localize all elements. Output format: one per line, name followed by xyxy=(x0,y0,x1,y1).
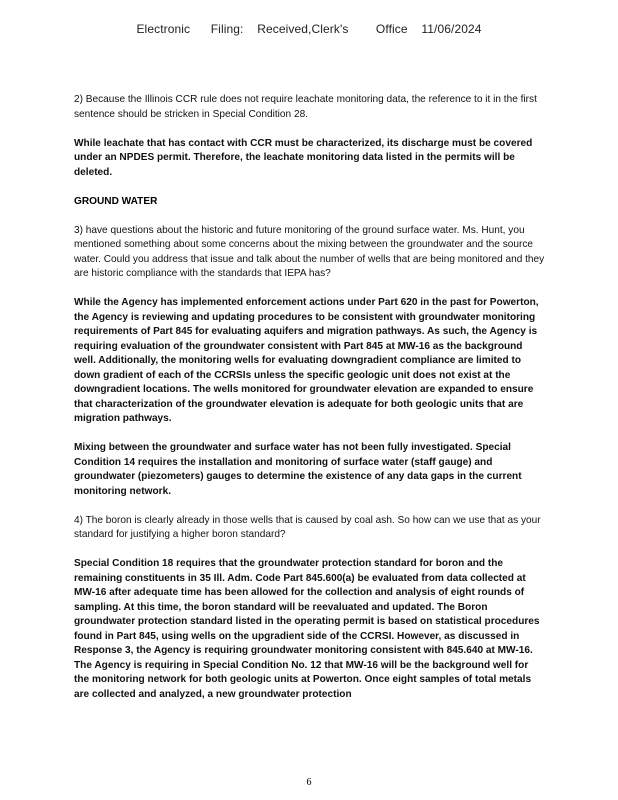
paragraph-question-3: 3) have questions about the historic and future monitoring of the ground surface water. Ms. Hunt, you mentioned something about some concerns about the mixing between the groundwater and the source water. Could you address that issue and talk about the number of wells that are being monitored and they are historic compliance with the standards that IEPA has? xyxy=(74,224,545,279)
document-body xyxy=(74,93,546,717)
paragraph-response-3b: Mixing between the groundwater and surface water has not been fully investigated. Special Condition 14 requires the installation and monitoring of surface water (staff gauge) and groundwater (piezometers) gauges to determine the existence of any data gaps in the current monitoring network. xyxy=(74,442,522,497)
paragraph-question-4: 4) The boron is clearly already in those wells that is caused by coal ash. So how can we use that as your standard for justifying a higher boron standard? xyxy=(74,514,541,540)
paragraph-response-3a: While the Agency has implemented enforcement actions under Part 620 in the past for Powerton, the Agency is reviewing and updating procedures to be consistent with groundwater monitoring requirements of Part 845 for evaluating aquifers and migration pathways. As such, the Agency is requiring evaluation of the groundwater consistent with Part 845 at MW-16 as the background well. Additionally, the monitoring wells for evaluating downgradient compliance are limited to down gradient of each of the CCRSIs unless the specific geologic unit does not exist at the downgradient locations. The wells monitored for groundwater elevation are expanded to ensure that characterization of the groundwater elevation is adequate for both geologic units that are migration pathways. xyxy=(74,297,539,424)
page-number: 6 xyxy=(306,777,312,788)
filing-header: Electronic Filing: Received,Clerk's Office 11/06/2024 xyxy=(136,22,482,36)
section-heading-ground-water: GROUND WATER xyxy=(74,195,158,207)
paragraph-response-4: Special Condition 18 requires that the groundwater protection standard for boron and the remaining constituents in 35 Ill. Adm. Code Part 845.600(a) be evaluated from data collected at MW-16 after adequate time has been allowed for the collection and analysis of eight rounds of sampling. At this time, the boron standard will be reevaluated and updated. The Boron groundwater protection standard listed in the operating permit is based on statistical procedures found in Part 845, using wells on the upgradient side of the CCRSI. However, as discussed in Response 3, the Agency is requiring groundwater monitoring consistent with 845.640 at MW-16. The Agency is requiring in Special Condition No. 12 that MW-16 will be the background well for the monitoring network for both geologic units at Powerton. Once eight samples of total metals are collected and analyzed, a new groundwater protection xyxy=(74,558,540,700)
paragraph-response-2: While leachate that has contact with CCR must be characterized, its discharge must be covered under an NPDES permit. Therefore, the leachate monitoring data listed in the permits will be deleted. xyxy=(74,137,533,178)
paragraph-question-2: 2) Because the Illinois CCR rule does not require leachate monitoring data, the reference to it in the first sentence should be stricken in Special Condition 28. xyxy=(74,94,537,120)
